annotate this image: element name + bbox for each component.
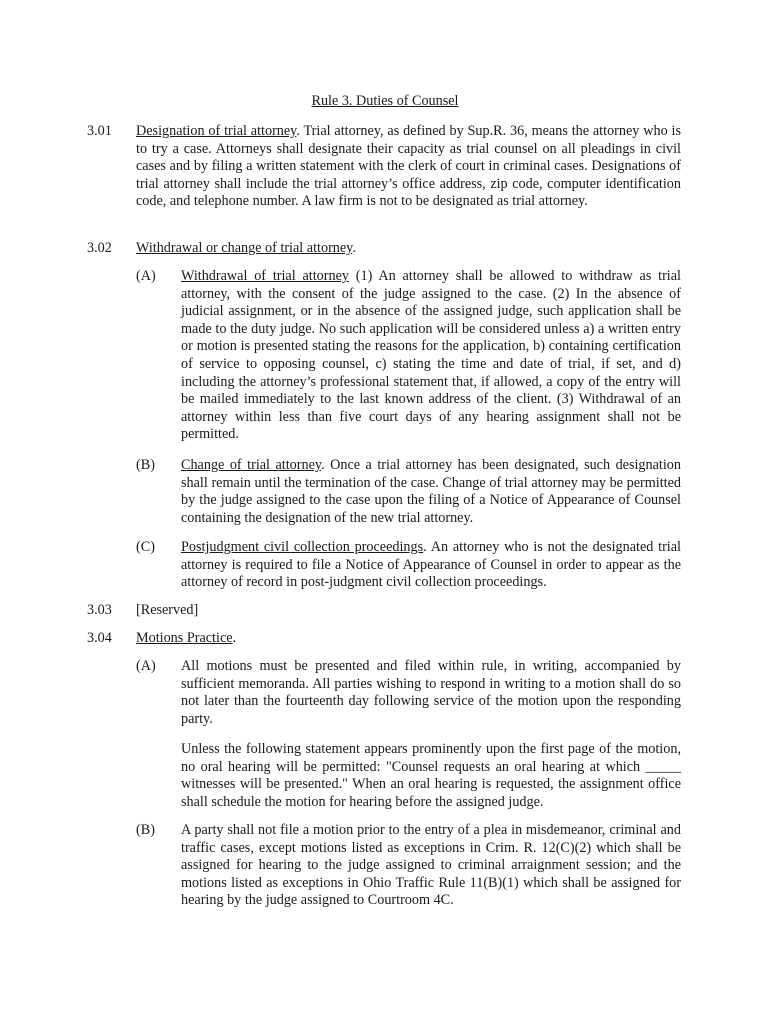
subsection-number: (B) <box>136 457 155 473</box>
section-body <box>136 240 681 258</box>
subsection-text: All motions must be presented and filed within rule, in writing, accompanied by sufficient memoranda. All parties wishing to respond in writing to a motion shall do so not later than the fourteenth day following service of the motion upon the responding party. <box>181 658 681 727</box>
subsection-text: A party shall not file a motion prior to the entry of a plea in misdemeanor, criminal and traffic cases, except motions listed as exceptions in Crim. R. 12(C)(2) which shall be assigned for hearing to the judge assigned to criminal arraignment session; and the motions listed as exceptions in Ohio Traffic Rule 11(B)(1) which shall be assigned for hearing by the judge assigned to Courtroom 4C. <box>181 822 681 909</box>
subsection-heading: Change of trial attorney <box>181 457 322 473</box>
section-3-04 <box>87 630 681 648</box>
section-heading-tail: . <box>352 240 356 256</box>
subsection-number: (A) <box>136 658 156 674</box>
section-3-03 <box>87 602 681 620</box>
subsection-3-04-a-paragraph-2: Unless the following statement appears prominently upon the first page of the motion, no oral hearing will be permitted: "Counsel requests an oral hearing at which _____ witnesses will be presented." When an oral hearing is requested, the assignment office shall schedule the motion for hearing before the assigned judge. <box>181 741 681 810</box>
section-body: [Reserved] <box>136 602 199 618</box>
page-title: Rule 3. Duties of Counsel <box>311 93 459 109</box>
subsection-text: . Once a trial attorney has been designated, such designation shall remain until the termination of the case. Change of trial attorney may be permitted by the judge assigned to the case upon the filing of a Notice of Appearance of Counsel containing the designation of the new trial attorney. <box>181 457 681 526</box>
subsection-number: (A) <box>136 268 156 284</box>
section-number: 3.01 <box>87 123 112 139</box>
section-heading: Designation of trial attorney <box>136 123 297 139</box>
subsection-number: (B) <box>136 822 155 838</box>
subsection-number: (C) <box>136 539 155 555</box>
subsection-body <box>181 457 681 527</box>
section-number: 3.04 <box>87 630 112 646</box>
subsection-text: . An attorney who is not the designated trial attorney is required to file a Notice of Appearance of Counsel in order to appear as the attorney of record in post-judgment civil collection proceedings. <box>181 539 681 591</box>
subsection-heading: Postjudgment civil collection proceedings <box>181 539 424 555</box>
subsection-3-02-a <box>136 268 681 444</box>
subsection-3-04-a <box>136 658 681 728</box>
section-heading: Motions Practice <box>136 630 233 646</box>
section-text: . Trial attorney, as defined by Sup.R. 36, means the attorney who is to try a case. Attorneys shall designate their capacity as trial counsel on all pleadings in civil cases and by filing a written statement with the clerk of court in criminal cases. Designations of trial attorney shall include the trial attorney’s office address, zip code, computer identification code, and telephone number. A law firm is not to be designated as trial attorney. <box>136 123 681 210</box>
section-3-02 <box>87 240 681 258</box>
subsection-body <box>181 268 681 444</box>
section-heading: Withdrawal or change of trial attorney <box>136 240 353 256</box>
section-body <box>136 123 681 211</box>
section-number: 3.02 <box>87 240 112 256</box>
subsection-text: (1) An attorney shall be allowed to withdraw as trial attorney, with the consent of the judge assigned to the case. (2) In the absence of judicial assignment, or in the absence of the assigned judge, such application shall be made to the duty judge. No such application will be considered unless a) a written entry or motion is presented stating the reasons for the application, b) containing certification of service to opposing counsel, c) stating the time and date of trial, if set, and d) including the attorney’s professional statement that, if allowed, a copy of the entry will be mailed immediately to the last known address of the client. (3) Withdrawal of an attorney within less than five court days of any hearing assignment shall not be permitted. <box>181 268 681 443</box>
subsection-3-04-b <box>136 822 681 910</box>
section-heading-tail: . <box>232 630 237 646</box>
section-number: 3.03 <box>87 602 112 618</box>
subsection-heading: Withdrawal of trial attorney <box>181 268 349 284</box>
subsection-3-02-b <box>136 457 681 527</box>
section-body <box>136 630 681 648</box>
subsection-body <box>181 539 681 592</box>
section-3-01 <box>87 123 681 211</box>
subsection-3-02-c <box>136 539 681 592</box>
